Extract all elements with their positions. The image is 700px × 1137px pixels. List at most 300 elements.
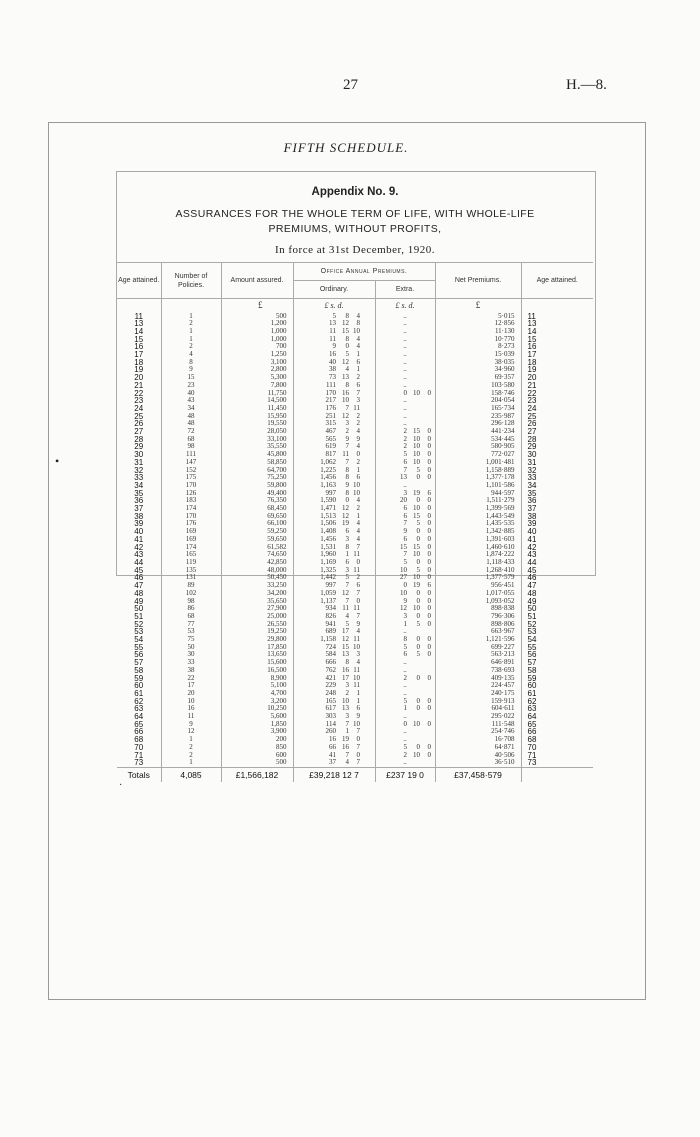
age-cell: 51 (134, 611, 144, 621)
header-amount: Amount assured. (221, 263, 293, 299)
ordinary-l: 817 (325, 450, 336, 459)
age-right-cell: 51 (521, 613, 593, 621)
extra-d: 0 (427, 519, 431, 528)
ordinary-d: 11 (353, 565, 360, 574)
ordinary-l: 997 (325, 581, 336, 590)
ordinary-l: 1,513 (320, 511, 336, 520)
ordinary-l: 666 (325, 658, 336, 667)
policies-cell: 20 (161, 690, 221, 698)
extra-l: 5 (403, 696, 407, 705)
age-right-cell: 48 (521, 590, 593, 598)
extra-cell (375, 759, 435, 767)
ordinary-d: 6 (356, 581, 360, 590)
ordinary-d: 4 (356, 334, 360, 343)
age-right-cell: 73 (521, 759, 593, 767)
ordinary-d: 1 (356, 511, 360, 520)
age-cell: 21 (134, 380, 144, 390)
ordinary-l: 1,408 (320, 527, 336, 536)
extra-s: 0 (416, 558, 420, 566)
ordinary-s: 12 (342, 411, 349, 420)
age-right-cell: 23 (521, 397, 593, 405)
age-right-cell: 68 (521, 736, 593, 744)
age-cell: 56 (134, 650, 144, 660)
extra-s: 10 (413, 504, 420, 513)
age-right-cell: 63 (521, 705, 593, 713)
age-right-cell: 59 (521, 675, 593, 683)
ordinary-l: 1,590 (320, 496, 336, 505)
amount-cell: 1,250 (221, 351, 293, 359)
totals-ordinary: £39,218 12 7 (293, 767, 375, 782)
ordinary-d: 3 (356, 396, 360, 405)
ordinary-l: 13 (329, 319, 336, 328)
amount-cell: 19,550 (221, 420, 293, 428)
table-title-line-1: ASSURANCES FOR THE WHOLE TERM OF LIFE, WITH WHOLE-LIFE (175, 208, 535, 220)
ordinary-l: 724 (325, 642, 336, 651)
ordinary-d: 2 (356, 573, 360, 582)
ordinary-d: 11 (353, 604, 360, 613)
net-cell: 165·734 (435, 405, 521, 413)
ordinary-l: 1,960 (320, 550, 336, 559)
age-cell: 41 (134, 534, 144, 544)
policies-cell: 43 (161, 397, 221, 405)
appendix-title: Appendix No. 9. (311, 186, 399, 198)
extra-empty: .. (403, 380, 407, 389)
ordinary-s: 6 (345, 527, 349, 536)
age-cell: 66 (134, 727, 144, 737)
age-right-cell: 70 (521, 744, 593, 752)
amount-cell: 76,350 (221, 497, 293, 505)
ordinary-d: 11 (353, 550, 360, 559)
amount-cell: 35,550 (221, 443, 293, 451)
ordinary-d: 1 (356, 365, 360, 374)
net-cell: 8·273 (435, 343, 521, 351)
ordinary-d: 7 (356, 542, 360, 551)
age-cell: 62 (134, 696, 144, 706)
age-cell: 60 (134, 681, 144, 691)
net-cell: 1,342·885 (435, 528, 521, 536)
policies-cell: 119 (161, 559, 221, 567)
ordinary-l: 1,471 (320, 504, 336, 513)
ordinary-l: 1,169 (320, 558, 336, 566)
net-cell: 1,435·535 (435, 520, 521, 528)
extra-s: 10 (413, 457, 420, 466)
extra-l: 7 (403, 519, 407, 528)
extra-d: 0 (427, 450, 431, 459)
net-cell: 158·746 (435, 390, 521, 398)
policies-cell: 131 (161, 574, 221, 582)
age-right-cell: 30 (521, 451, 593, 459)
amount-cell: 45,800 (221, 451, 293, 459)
ordinary-l: 1,456 (320, 473, 336, 482)
extra-s: 0 (416, 673, 420, 682)
ordinary-s: 12 (342, 319, 349, 328)
ordinary-d: 0 (356, 558, 360, 566)
ordinary-d: 2 (356, 457, 360, 466)
policies-cell: 8 (161, 359, 221, 367)
ordinary-d: 7 (356, 588, 360, 597)
ordinary-s: 16 (342, 388, 349, 397)
net-cell: 240·175 (435, 690, 521, 698)
policies-cell: 102 (161, 590, 221, 598)
net-cell: 738·693 (435, 667, 521, 675)
age-cell: 39 (134, 519, 144, 529)
ordinary-s: 13 (342, 704, 349, 713)
age-cell: 50 (134, 604, 144, 614)
extra-d: 0 (427, 565, 431, 574)
net-cell: 898·806 (435, 621, 521, 629)
ordinary-d: 4 (356, 311, 360, 320)
header-age-right: Age attained. (521, 263, 593, 299)
amount-cell: 59,250 (221, 528, 293, 536)
extra-l: 6 (403, 504, 407, 513)
net-cell: 1,268·410 (435, 567, 521, 575)
ordinary-s: 6 (345, 558, 349, 566)
age-cell: 63 (134, 704, 144, 714)
policies-cell: 38 (161, 667, 221, 675)
policies-cell: 86 (161, 605, 221, 613)
extra-d: 0 (427, 558, 431, 566)
net-cell: 69·357 (435, 374, 521, 382)
ordinary-s: 12 (342, 357, 349, 366)
extra-l: 2 (403, 673, 407, 682)
amount-cell: 19,250 (221, 628, 293, 636)
extra-d: 0 (427, 696, 431, 705)
ordinary-l: 66 (329, 742, 336, 751)
net-cell: 40·506 (435, 752, 521, 760)
amount-cell: 27,900 (221, 605, 293, 613)
extra-empty: .. (403, 665, 407, 674)
policies-cell: 48 (161, 413, 221, 421)
ordinary-d: 9 (356, 712, 360, 721)
age-right-cell: 35 (521, 490, 593, 498)
age-cell: 57 (134, 658, 144, 668)
ordinary-d: 1 (356, 688, 360, 697)
amount-cell: 4,700 (221, 690, 293, 698)
net-cell: 1,511·279 (435, 497, 521, 505)
ordinary-l: 38 (329, 365, 336, 374)
extra-l: 6 (403, 511, 407, 520)
net-cell: 663·967 (435, 628, 521, 636)
net-cell: 1,093·052 (435, 598, 521, 606)
age-cell: 30 (134, 450, 144, 460)
extra-d: 0 (427, 596, 431, 605)
age-right-cell: 44 (521, 559, 593, 567)
ordinary-s: 3 (345, 419, 349, 428)
policies-cell: 152 (161, 467, 221, 475)
net-cell: 534·445 (435, 436, 521, 444)
ordinary-l: 467 (325, 427, 336, 436)
extra-l: 2 (403, 434, 407, 443)
extra-l: 6 (403, 650, 407, 659)
amount-cell: 29,800 (221, 636, 293, 644)
age-right-cell: 49 (521, 598, 593, 606)
net-cell: 1,377·178 (435, 474, 521, 482)
policies-cell: 174 (161, 505, 221, 513)
extra-l: 7 (403, 550, 407, 559)
extra-d: 0 (427, 442, 431, 451)
ordinary-d: 1 (356, 350, 360, 359)
ordinary-s: 3 (345, 712, 349, 721)
age-right-cell: 15 (521, 336, 593, 344)
net-cell: 1,158·889 (435, 467, 521, 475)
extra-empty: .. (403, 627, 407, 636)
extra-empty: .. (403, 334, 407, 343)
net-cell: 159·913 (435, 698, 521, 706)
ordinary-s: 0 (345, 496, 349, 505)
amount-cell: 34,200 (221, 590, 293, 598)
ordinary-unit: £ s. d. (293, 299, 375, 313)
ordinary-l: 217 (325, 396, 336, 405)
ordinary-l: 114 (325, 719, 336, 728)
margin-dot-2: · (119, 780, 123, 791)
age-cell: 59 (134, 673, 144, 683)
ordinary-s: 3 (345, 565, 349, 574)
extra-empty: .. (403, 688, 407, 697)
age-right-cell: 24 (521, 405, 593, 413)
age-cell: 25 (134, 411, 144, 421)
ordinary-s: 9 (345, 434, 349, 443)
ordinary-l: 37 (329, 758, 336, 767)
ordinary-s: 3 (345, 534, 349, 543)
age-right-cell: 52 (521, 621, 593, 629)
extra-d: 0 (427, 473, 431, 482)
age-right-cell: 42 (521, 544, 593, 552)
header-policies: Number of Policies. (161, 263, 221, 299)
ordinary-s: 7 (345, 750, 349, 759)
ordinary-l: 11 (329, 334, 336, 343)
age-cell: 52 (134, 619, 144, 629)
age-cell: 26 (134, 419, 144, 429)
age-cell: 70 (134, 742, 144, 752)
extra-l: 9 (403, 596, 407, 605)
header-office-premiums: Office Annual Premiums. (293, 263, 435, 281)
policies-cell: 126 (161, 490, 221, 498)
extra-s: 0 (416, 527, 420, 536)
extra-d: 0 (427, 434, 431, 443)
ordinary-s: 4 (345, 758, 349, 767)
ordinary-l: 1,059 (320, 588, 336, 597)
age-right-cell: 29 (521, 443, 593, 451)
age-right-cell: 32 (521, 467, 593, 475)
policies-cell: 170 (161, 482, 221, 490)
ordinary-d: 10 (353, 326, 360, 335)
extra-empty: .. (403, 411, 407, 420)
extra-l: 5 (403, 642, 407, 651)
policies-cell: 135 (161, 567, 221, 575)
ordinary-l: 303 (325, 712, 336, 721)
ordinary-s: 0 (345, 342, 349, 351)
net-cell: 699·227 (435, 644, 521, 652)
amount-cell: 850 (221, 744, 293, 752)
age-cell: 36 (134, 496, 144, 506)
ordinary-d: 7 (356, 611, 360, 620)
ordinary-s: 8 (345, 334, 349, 343)
ordinary-s: 15 (342, 642, 349, 651)
net-cell: 1,377·579 (435, 574, 521, 582)
age-cell: 64 (134, 712, 144, 722)
age-right-cell: 13 (521, 320, 593, 328)
net-cell: 1,121·596 (435, 636, 521, 644)
extra-l: 5 (403, 742, 407, 751)
ordinary-d: 6 (356, 704, 360, 713)
age-cell: 43 (134, 550, 144, 560)
extra-empty: .. (403, 758, 407, 767)
policies-cell: 9 (161, 366, 221, 374)
ordinary-d: 7 (356, 727, 360, 736)
policies-cell: 9 (161, 721, 221, 729)
age-right-cell: 61 (521, 690, 593, 698)
ordinary-d: 11 (353, 681, 360, 690)
extra-d: 0 (427, 542, 431, 551)
age-right-cell: 43 (521, 551, 593, 559)
ordinary-l: 229 (325, 681, 336, 690)
net-cell: 409·135 (435, 675, 521, 683)
extra-empty: .. (403, 403, 407, 412)
amount-cell: 28,050 (221, 428, 293, 436)
net-cell: 1,001·481 (435, 459, 521, 467)
ordinary-l: 584 (325, 650, 336, 659)
extra-d: 0 (427, 650, 431, 659)
policies-cell: 1 (161, 736, 221, 744)
age-cell: 20 (134, 373, 144, 383)
extra-s: 10 (413, 719, 420, 728)
totals-extra: £237 19 0 (375, 767, 435, 782)
extra-unit: £ s. d. (375, 299, 435, 313)
net-cell: 1,391·603 (435, 536, 521, 544)
extra-empty: .. (403, 373, 407, 382)
policies-cell: 1 (161, 336, 221, 344)
age-right-cell: 26 (521, 420, 593, 428)
amount-cell: 15,600 (221, 659, 293, 667)
extra-d: 0 (427, 673, 431, 682)
extra-d: 0 (427, 611, 431, 620)
age-right-cell: 62 (521, 698, 593, 706)
policies-cell: 48 (161, 420, 221, 428)
totals-label: Totals (117, 767, 161, 782)
amount-cell: 5,300 (221, 374, 293, 382)
ordinary-d: 10 (353, 673, 360, 682)
amount-cell: 75,250 (221, 474, 293, 482)
age-right-cell: 39 (521, 520, 593, 528)
amount-cell: 11,750 (221, 390, 293, 398)
age-cell: 53 (134, 627, 144, 637)
extra-s: 10 (413, 434, 420, 443)
age-cell: 19 (134, 365, 144, 375)
age-right-cell: 20 (521, 374, 593, 382)
ordinary-s: 2 (345, 427, 349, 436)
age-cell: 16 (134, 342, 144, 352)
ordinary-d: 4 (356, 534, 360, 543)
ordinary-l: 9 (332, 342, 336, 351)
ordinary-d: 6 (356, 473, 360, 482)
ordinary-l: 315 (325, 419, 336, 428)
age-cell: 27 (134, 427, 144, 437)
policies-cell: 50 (161, 644, 221, 652)
extra-empty: .. (403, 357, 407, 366)
net-cell: 36·510 (435, 759, 521, 767)
age-right-cell: 56 (521, 651, 593, 659)
policies-cell: 72 (161, 428, 221, 436)
age-cell: 65 (134, 719, 144, 729)
net-cell: 38·035 (435, 359, 521, 367)
age-right-cell: 47 (521, 582, 593, 590)
amount-cell: 7,800 (221, 382, 293, 390)
schedule-title: FIFTH SCHEDULE. (283, 140, 409, 155)
extra-l: 5 (403, 450, 407, 459)
age-right-cell: 65 (521, 721, 593, 729)
margin-dot: • (55, 454, 60, 468)
ordinary-s: 15 (342, 326, 349, 335)
ordinary-l: 619 (325, 442, 336, 451)
extra-empty: .. (403, 342, 407, 351)
net-cell: 224·457 (435, 682, 521, 690)
net-cell: 563·213 (435, 651, 521, 659)
age-right-cell: 46 (521, 574, 593, 582)
age-cell: 14 (134, 326, 144, 336)
policies-cell: 2 (161, 752, 221, 760)
policies-cell: 169 (161, 528, 221, 536)
ordinary-l: 11 (329, 326, 336, 335)
ordinary-l: 826 (325, 611, 336, 620)
net-cell: 944·597 (435, 490, 521, 498)
extra-s: 10 (413, 604, 420, 613)
ordinary-d: 7 (356, 758, 360, 767)
amount-cell: 64,700 (221, 467, 293, 475)
extra-l: 0 (403, 388, 407, 397)
age-cell: 33 (134, 473, 144, 483)
net-unit: £ (435, 299, 521, 313)
amount-cell: 16,500 (221, 667, 293, 675)
net-cell: 103·580 (435, 382, 521, 390)
ordinary-l: 1,325 (320, 565, 336, 574)
policies-cell: 1 (161, 759, 221, 767)
extra-d: 0 (427, 604, 431, 613)
ordinary-l: 170 (325, 388, 336, 397)
extra-s: 0 (416, 635, 420, 644)
ordinary-s: 7 (345, 403, 349, 412)
age-cell: 24 (134, 403, 144, 413)
ordinary-d: 11 (353, 665, 360, 674)
ordinary-s: 17 (342, 673, 349, 682)
ordinary-l: 1,506 (320, 519, 336, 528)
age-cell: 31 (134, 457, 144, 467)
policies-cell: 183 (161, 497, 221, 505)
extra-s: 10 (413, 750, 420, 759)
net-cell: 11·130 (435, 328, 521, 336)
ordinary-s: 12 (342, 511, 349, 520)
age-cell: 35 (134, 488, 144, 498)
age-right-cell: 53 (521, 628, 593, 636)
extra-empty: .. (403, 326, 407, 335)
net-cell: 1,460·610 (435, 544, 521, 552)
age-cell: 61 (134, 688, 144, 698)
policies-cell: 68 (161, 436, 221, 444)
ordinary-s: 7 (345, 581, 349, 590)
ordinary-d: 4 (356, 527, 360, 536)
extra-s: 0 (416, 496, 420, 505)
amount-cell: 8,900 (221, 675, 293, 683)
age-right-cell: 25 (521, 413, 593, 421)
policies-cell: 33 (161, 659, 221, 667)
header-age: Age attained. (117, 263, 161, 299)
extra-d: 0 (427, 388, 431, 397)
net-cell: 254·746 (435, 728, 521, 736)
net-cell: 956·451 (435, 582, 521, 590)
ordinary-d: 10 (353, 480, 360, 489)
policies-cell: 30 (161, 651, 221, 659)
policies-cell: 174 (161, 544, 221, 552)
net-cell: 5·015 (435, 313, 521, 321)
